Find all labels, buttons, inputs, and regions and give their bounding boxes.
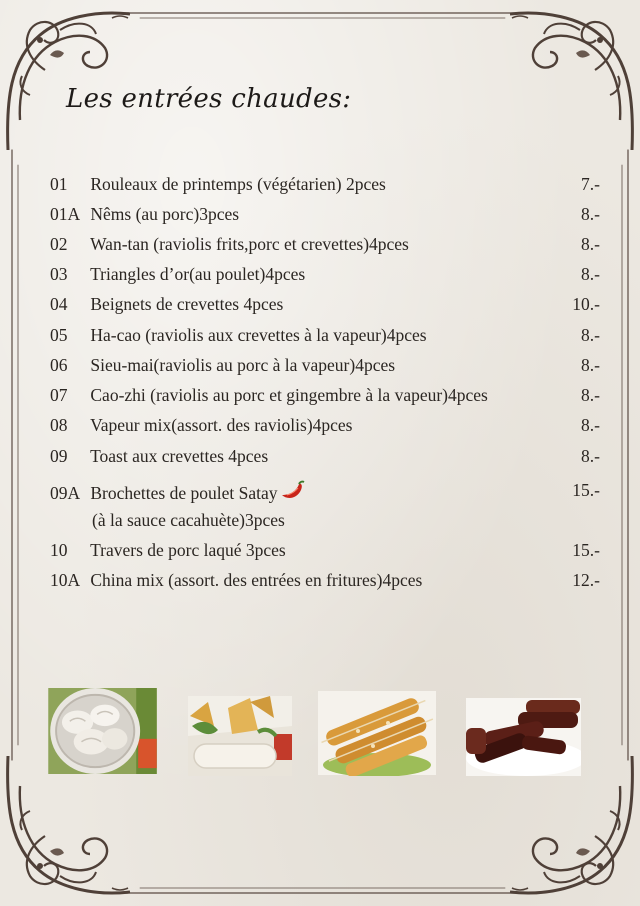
item-price: 15.- bbox=[572, 540, 600, 560]
item-code: 06 bbox=[50, 355, 68, 375]
item-name: Ha-cao (raviolis aux crevettes à la vapeur)4pces bbox=[90, 325, 427, 345]
item-price: 8.- bbox=[581, 415, 600, 435]
item-name: Triangles d’or(au poulet)4pces bbox=[90, 264, 306, 284]
menu-item bbox=[50, 325, 600, 351]
satay-skewers-photo bbox=[318, 690, 436, 776]
item-name: Travers de porc laqué 3pces bbox=[90, 540, 286, 560]
item-code: 03 bbox=[50, 264, 68, 284]
item-code: 05 bbox=[50, 325, 68, 345]
menu-item bbox=[50, 355, 600, 381]
item-code: 01A bbox=[50, 204, 81, 224]
item-name: Toast aux crevettes 4pces bbox=[90, 446, 269, 466]
menu-item bbox=[50, 204, 600, 230]
item-name: Wan-tan (raviolis frits,porc et crevettes)4pces bbox=[90, 234, 409, 254]
chili-pepper-icon bbox=[279, 480, 305, 502]
menu-item bbox=[50, 294, 600, 320]
item-price: 15.- bbox=[572, 480, 600, 500]
item-code: 04 bbox=[50, 294, 68, 314]
item-code: 09 bbox=[50, 446, 68, 466]
menu-item bbox=[50, 540, 600, 566]
item-price: 7.- bbox=[581, 174, 600, 194]
item-code: 02 bbox=[50, 234, 68, 254]
item-name: Beignets de crevettes 4pces bbox=[90, 294, 284, 314]
menu-item bbox=[50, 446, 600, 472]
item-name: Rouleaux de printemps (végétarien) 2pces bbox=[90, 174, 386, 194]
item-name: Nêms (au porc)3pces bbox=[90, 204, 240, 224]
item-subline: (à la sauce cacahuète)3pces bbox=[92, 510, 285, 530]
menu-item bbox=[50, 174, 600, 200]
item-price: 12.- bbox=[572, 570, 600, 590]
menu-item bbox=[50, 570, 600, 596]
menu-item bbox=[50, 385, 600, 411]
lacquered-ribs-photo bbox=[466, 694, 581, 780]
item-code: 07 bbox=[50, 385, 68, 405]
spring-rolls-photo bbox=[188, 693, 292, 779]
menu-item bbox=[50, 234, 600, 260]
menu-item bbox=[50, 264, 600, 290]
item-price: 8.- bbox=[581, 234, 600, 254]
item-name: Brochettes de poulet Satay bbox=[90, 483, 278, 503]
item-code: 10 bbox=[50, 540, 68, 560]
section-title: Les entrées chaudes: bbox=[66, 84, 352, 114]
menu-item bbox=[50, 480, 600, 506]
item-code: 01 bbox=[50, 174, 68, 194]
item-price: 8.- bbox=[581, 325, 600, 345]
menu-item bbox=[50, 415, 600, 441]
item-price: 8.- bbox=[581, 264, 600, 284]
item-code: 09A bbox=[50, 483, 81, 503]
item-price: 8.- bbox=[581, 385, 600, 405]
item-name: Cao-zhi (raviolis au porc et gingembre à la vapeur)4pces bbox=[90, 385, 488, 405]
item-name: Sieu-mai(raviolis au porc à la vapeur)4pces bbox=[90, 355, 396, 375]
item-price: 8.- bbox=[581, 446, 600, 466]
item-name: China mix (assort. des entrées en fritures)4pces bbox=[90, 570, 423, 590]
item-name: Vapeur mix(assort. des raviolis)4pces bbox=[90, 415, 353, 435]
item-code: 10A bbox=[50, 570, 81, 590]
steamed-dumplings-photo bbox=[47, 688, 158, 774]
item-price: 8.- bbox=[581, 355, 600, 375]
item-code: 08 bbox=[50, 415, 68, 435]
item-price: 8.- bbox=[581, 204, 600, 224]
item-price: 10.- bbox=[572, 294, 600, 314]
